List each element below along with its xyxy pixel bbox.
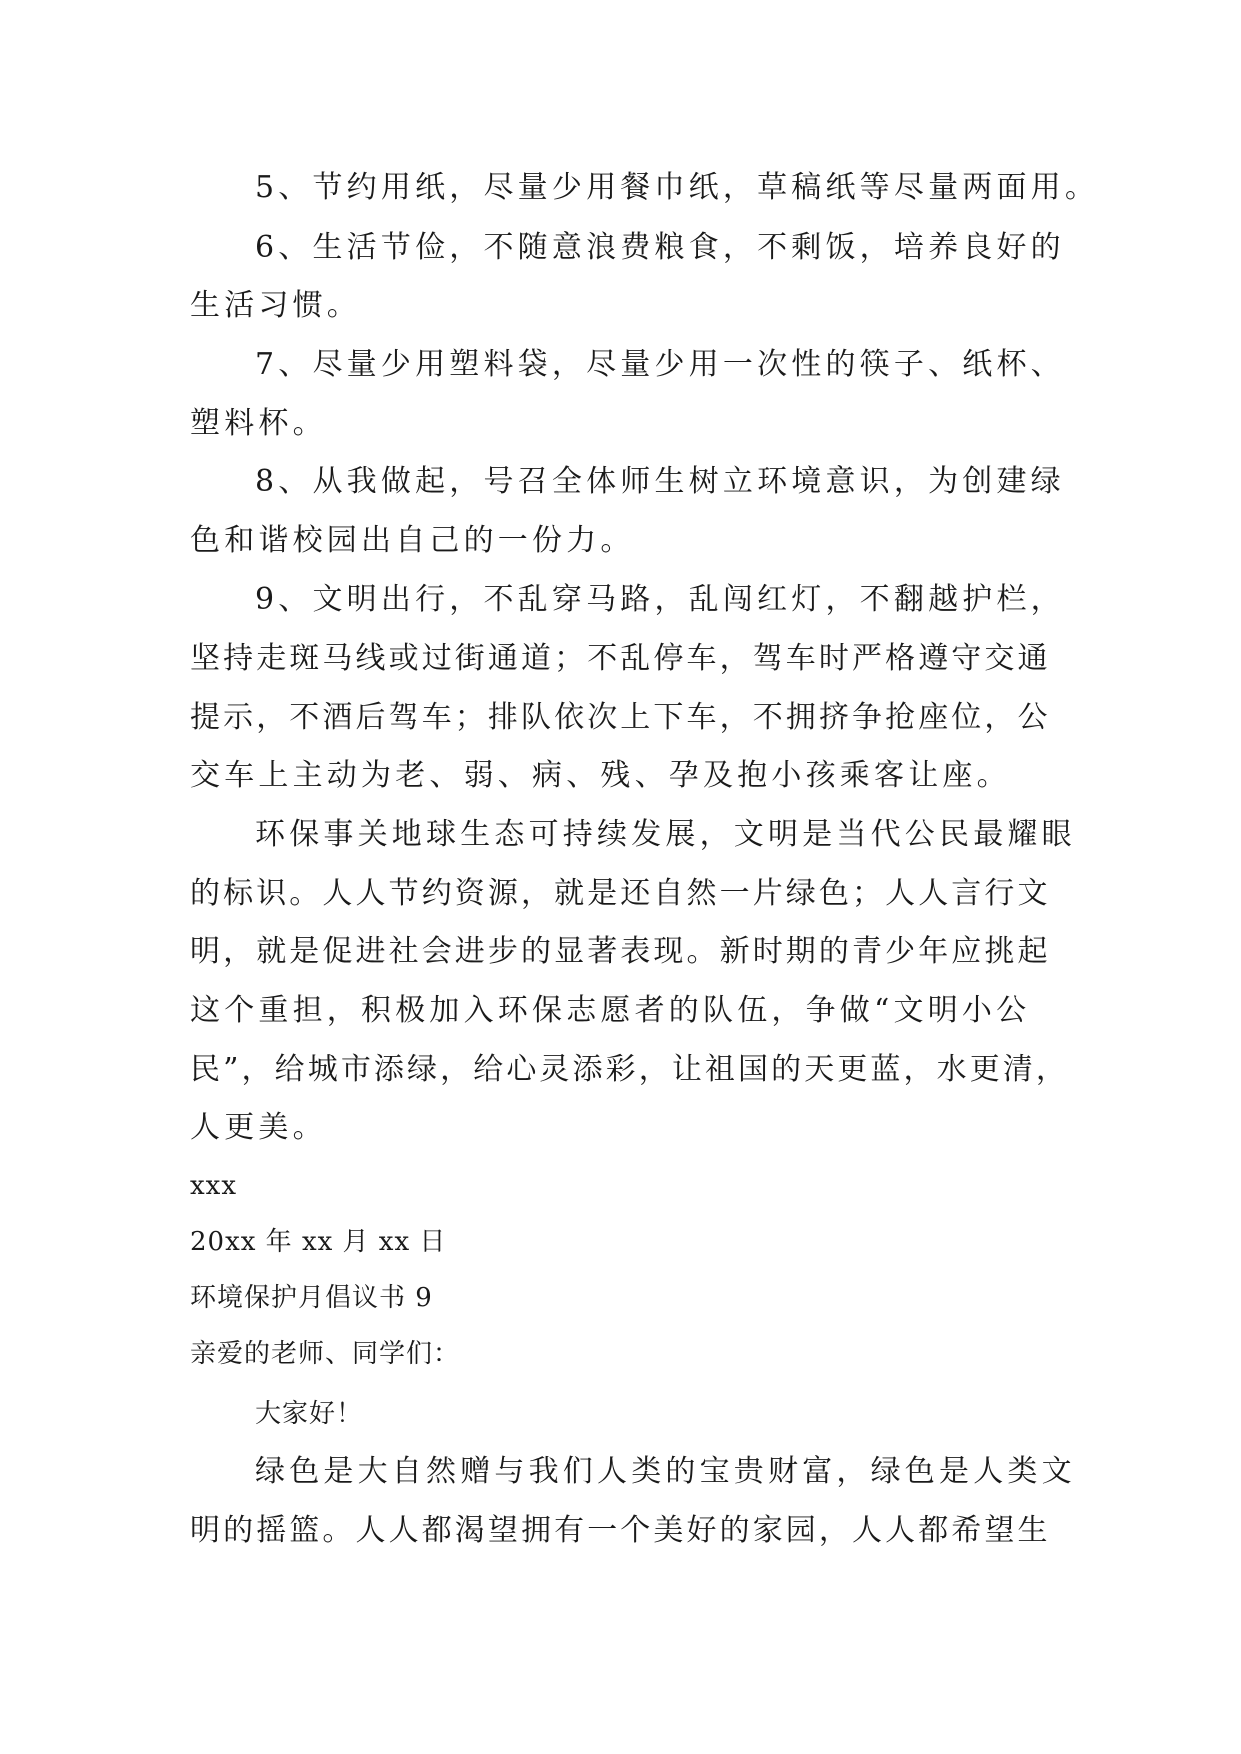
paragraph-summary-line-3: 明，就是促进社会进步的显著表现。新时期的青少年应挑起 [190,934,1051,969]
paragraph-item-5-line-1: 5、节约用纸，尽量少用餐巾纸，草稿纸等尽量两面用。 [255,170,1100,205]
signature-date: 20xx 年 xx 月 xx 日 [190,1227,447,1257]
paragraph-item-9-line-2: 坚持走斑马线或过街通道；不乱停车，驾车时严格遵守交通 [190,641,1051,676]
paragraph-item-9-line-4: 交车上主动为老、弱、病、残、孕及抱小孩乘客让座。 [190,758,1011,793]
section-title: 环境保护月倡议书 9 [190,1283,433,1313]
paragraph-item-7-line-2: 塑料杯。 [190,406,327,441]
paragraph-item-8-line-1: 8、从我做起，号召全体师生树立环境意识，为创建绿 [255,464,1065,499]
paragraph-item-7-line-1: 7、尽量少用塑料袋，尽量少用一次性的筷子、纸杯、 [255,347,1065,382]
signature-name: xxx [190,1171,237,1201]
paragraph-summary-line-5: 民”，给城市添绿，给心灵添彩，让祖国的天更蓝，水更清， [190,1052,1070,1087]
paragraph-item-9-line-3: 提示，不酒后驾车；排队依次上下车，不拥挤争抢座位，公 [190,700,1051,735]
paragraph-item-6-line-2: 生活习惯。 [190,288,361,323]
paragraph-intro-line-1: 绿色是大自然赠与我们人类的宝贵财富，绿色是人类文 [255,1454,1076,1489]
salutation: 亲爱的老师、同学们： [190,1339,461,1369]
paragraph-item-6-line-1: 6、生活节俭，不随意浪费粮食，不剩饭，培养良好的 [255,230,1065,265]
paragraph-summary-line-4: 这个重担，积极加入环保志愿者的队伍，争做“文明小公 [190,993,1031,1028]
paragraph-intro-line-2: 明的摇篮。人人都渴望拥有一个美好的家园，人人都希望生 [190,1513,1051,1548]
paragraph-summary-line-2: 的标识。人人节约资源，就是还自然一片绿色；人人言行文 [190,876,1051,911]
paragraph-summary-line-1: 环保事关地球生态可持续发展，文明是当代公民最耀眼 [255,817,1076,852]
greeting: 大家好！ [255,1399,364,1429]
paragraph-item-8-line-2: 色和谐校园出自己的一份力。 [190,523,635,558]
paragraph-item-9-line-1: 9、文明出行，不乱穿马路，乱闯红灯，不翻越护栏， [255,582,1065,617]
paragraph-summary-line-6: 人更美。 [190,1110,327,1145]
